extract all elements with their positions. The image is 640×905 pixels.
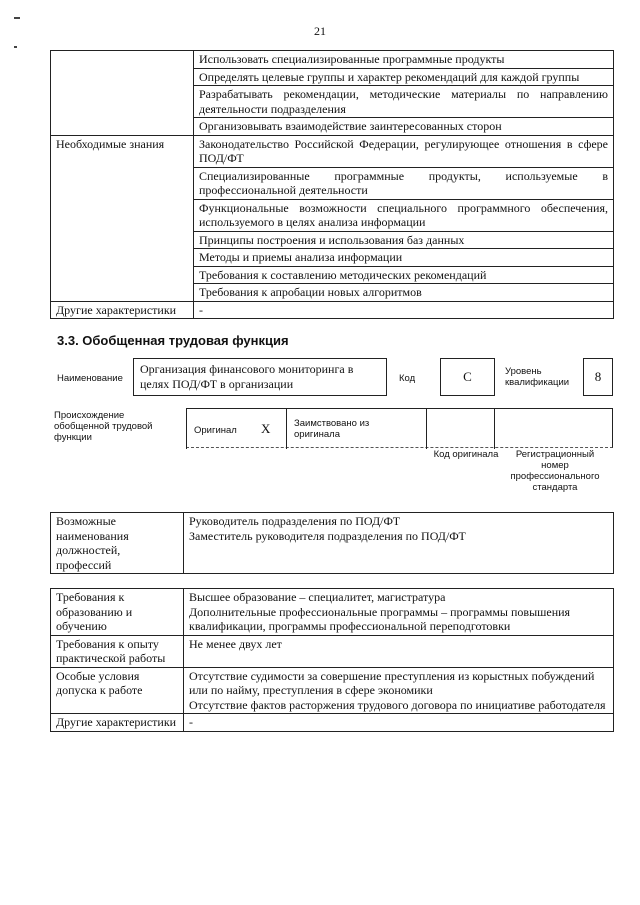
position-item: Заместитель руководителя подразделения по ПОД/ФТ	[189, 528, 466, 543]
table-row	[51, 589, 614, 636]
origin-label: Происхождение обобщенной трудовой функции	[54, 410, 153, 443]
table-row	[51, 301, 614, 319]
code-value-box	[440, 358, 495, 396]
education-item: Дополнительные профессиональные программы – программы повышения квалификации, программы профессиональной переподготовки	[189, 604, 571, 633]
other-characteristics-label: Другие характеристики	[51, 301, 194, 319]
knowledge-cell: Законодательство Российской Федерации, регулирующее отношения в сфере ПОД/ФТ	[194, 135, 614, 167]
table-row	[51, 714, 614, 732]
skills-label-cell	[51, 51, 194, 136]
knowledge-cell: Требования к составлению методических рекомендаций	[194, 266, 614, 284]
admission-item: Отсутствие судимости за совершение преступления из корыстных побуждений или по найму, преступления в сфере экономики	[189, 668, 595, 697]
education-values	[184, 589, 614, 636]
skill-cell: Разрабатывать рекомендации, методические материалы по направлению деятельности подразделения	[194, 86, 614, 118]
code-value: C	[463, 369, 472, 384]
table-row	[51, 51, 614, 69]
education-label: Требования к образованию и обучению	[51, 589, 184, 636]
level-value-box	[583, 358, 613, 396]
skill-cell: Определять целевые группы и характер рекомендаций для каждой группы	[194, 68, 614, 86]
margin-mark	[14, 17, 20, 19]
level-value: 8	[594, 369, 602, 384]
original-mark: X	[261, 421, 271, 436]
other-characteristics-label: Другие характеристики	[51, 714, 184, 732]
knowledge-cell: Специализированные программные продукты, используемые в профессиональной деятельности	[194, 167, 614, 199]
requirements-table	[50, 588, 614, 732]
origin-code-caption: Код оригинала	[433, 449, 499, 460]
table-row	[51, 513, 614, 574]
education-item: Высшее образование – специалитет, магистратура	[189, 590, 446, 604]
admission-values	[184, 667, 614, 714]
positions-label: Возможные наименования должностей, профессий	[51, 513, 184, 574]
knowledge-cell: Требования к апробации новых алгоритмов	[194, 284, 614, 302]
table-row	[51, 635, 614, 667]
table-row	[51, 135, 614, 167]
positions-values	[184, 513, 614, 574]
admission-item: Отсутствие фактов расторжения трудового договора по инициативе работодателя	[189, 697, 606, 712]
origin-table	[186, 408, 613, 448]
page-number: 21	[314, 24, 326, 38]
knowledge-table	[50, 50, 614, 319]
margin-mark	[14, 46, 17, 48]
positions-table	[50, 512, 614, 574]
borrowed-label: Заимствовано из оригинала	[294, 418, 370, 440]
name-value: Организация финансового мониторинга в целях ПОД/ФТ в организации	[140, 362, 354, 391]
knowledge-cell: Принципы построения и использования баз данных	[194, 231, 614, 249]
knowledge-label: Необходимые знания	[51, 135, 194, 301]
admission-label: Особые условия допуска к работе	[51, 667, 184, 714]
other-characteristics-value: -	[184, 714, 614, 732]
knowledge-cell: Функциональные возможности специального программного обеспечения, используемого в целях анализа информации	[194, 199, 614, 231]
section-heading: 3.3. Обобщенная трудовая функция	[57, 333, 289, 348]
position-item: Руководитель подразделения по ПОД/ФТ	[189, 514, 401, 528]
reg-number-caption: Регистрационный номер профессионального стандарта	[510, 449, 600, 493]
level-label: Уровень квалификации	[505, 366, 570, 388]
other-characteristics-value: -	[194, 301, 614, 319]
original-label: Оригинал	[194, 425, 237, 436]
skill-cell: Организовывать взаимодействие заинтересованных сторон	[194, 118, 614, 136]
name-label: Наименование	[57, 373, 123, 384]
experience-value: Не менее двух лет	[184, 635, 614, 667]
code-label: Код	[399, 373, 416, 384]
skill-cell: Использовать специализированные программные продукты	[194, 51, 614, 69]
name-value-box	[133, 358, 387, 396]
experience-label: Требования к опыту практической работы	[51, 635, 184, 667]
table-row	[51, 667, 614, 714]
knowledge-cell: Методы и приемы анализа информации	[194, 249, 614, 267]
